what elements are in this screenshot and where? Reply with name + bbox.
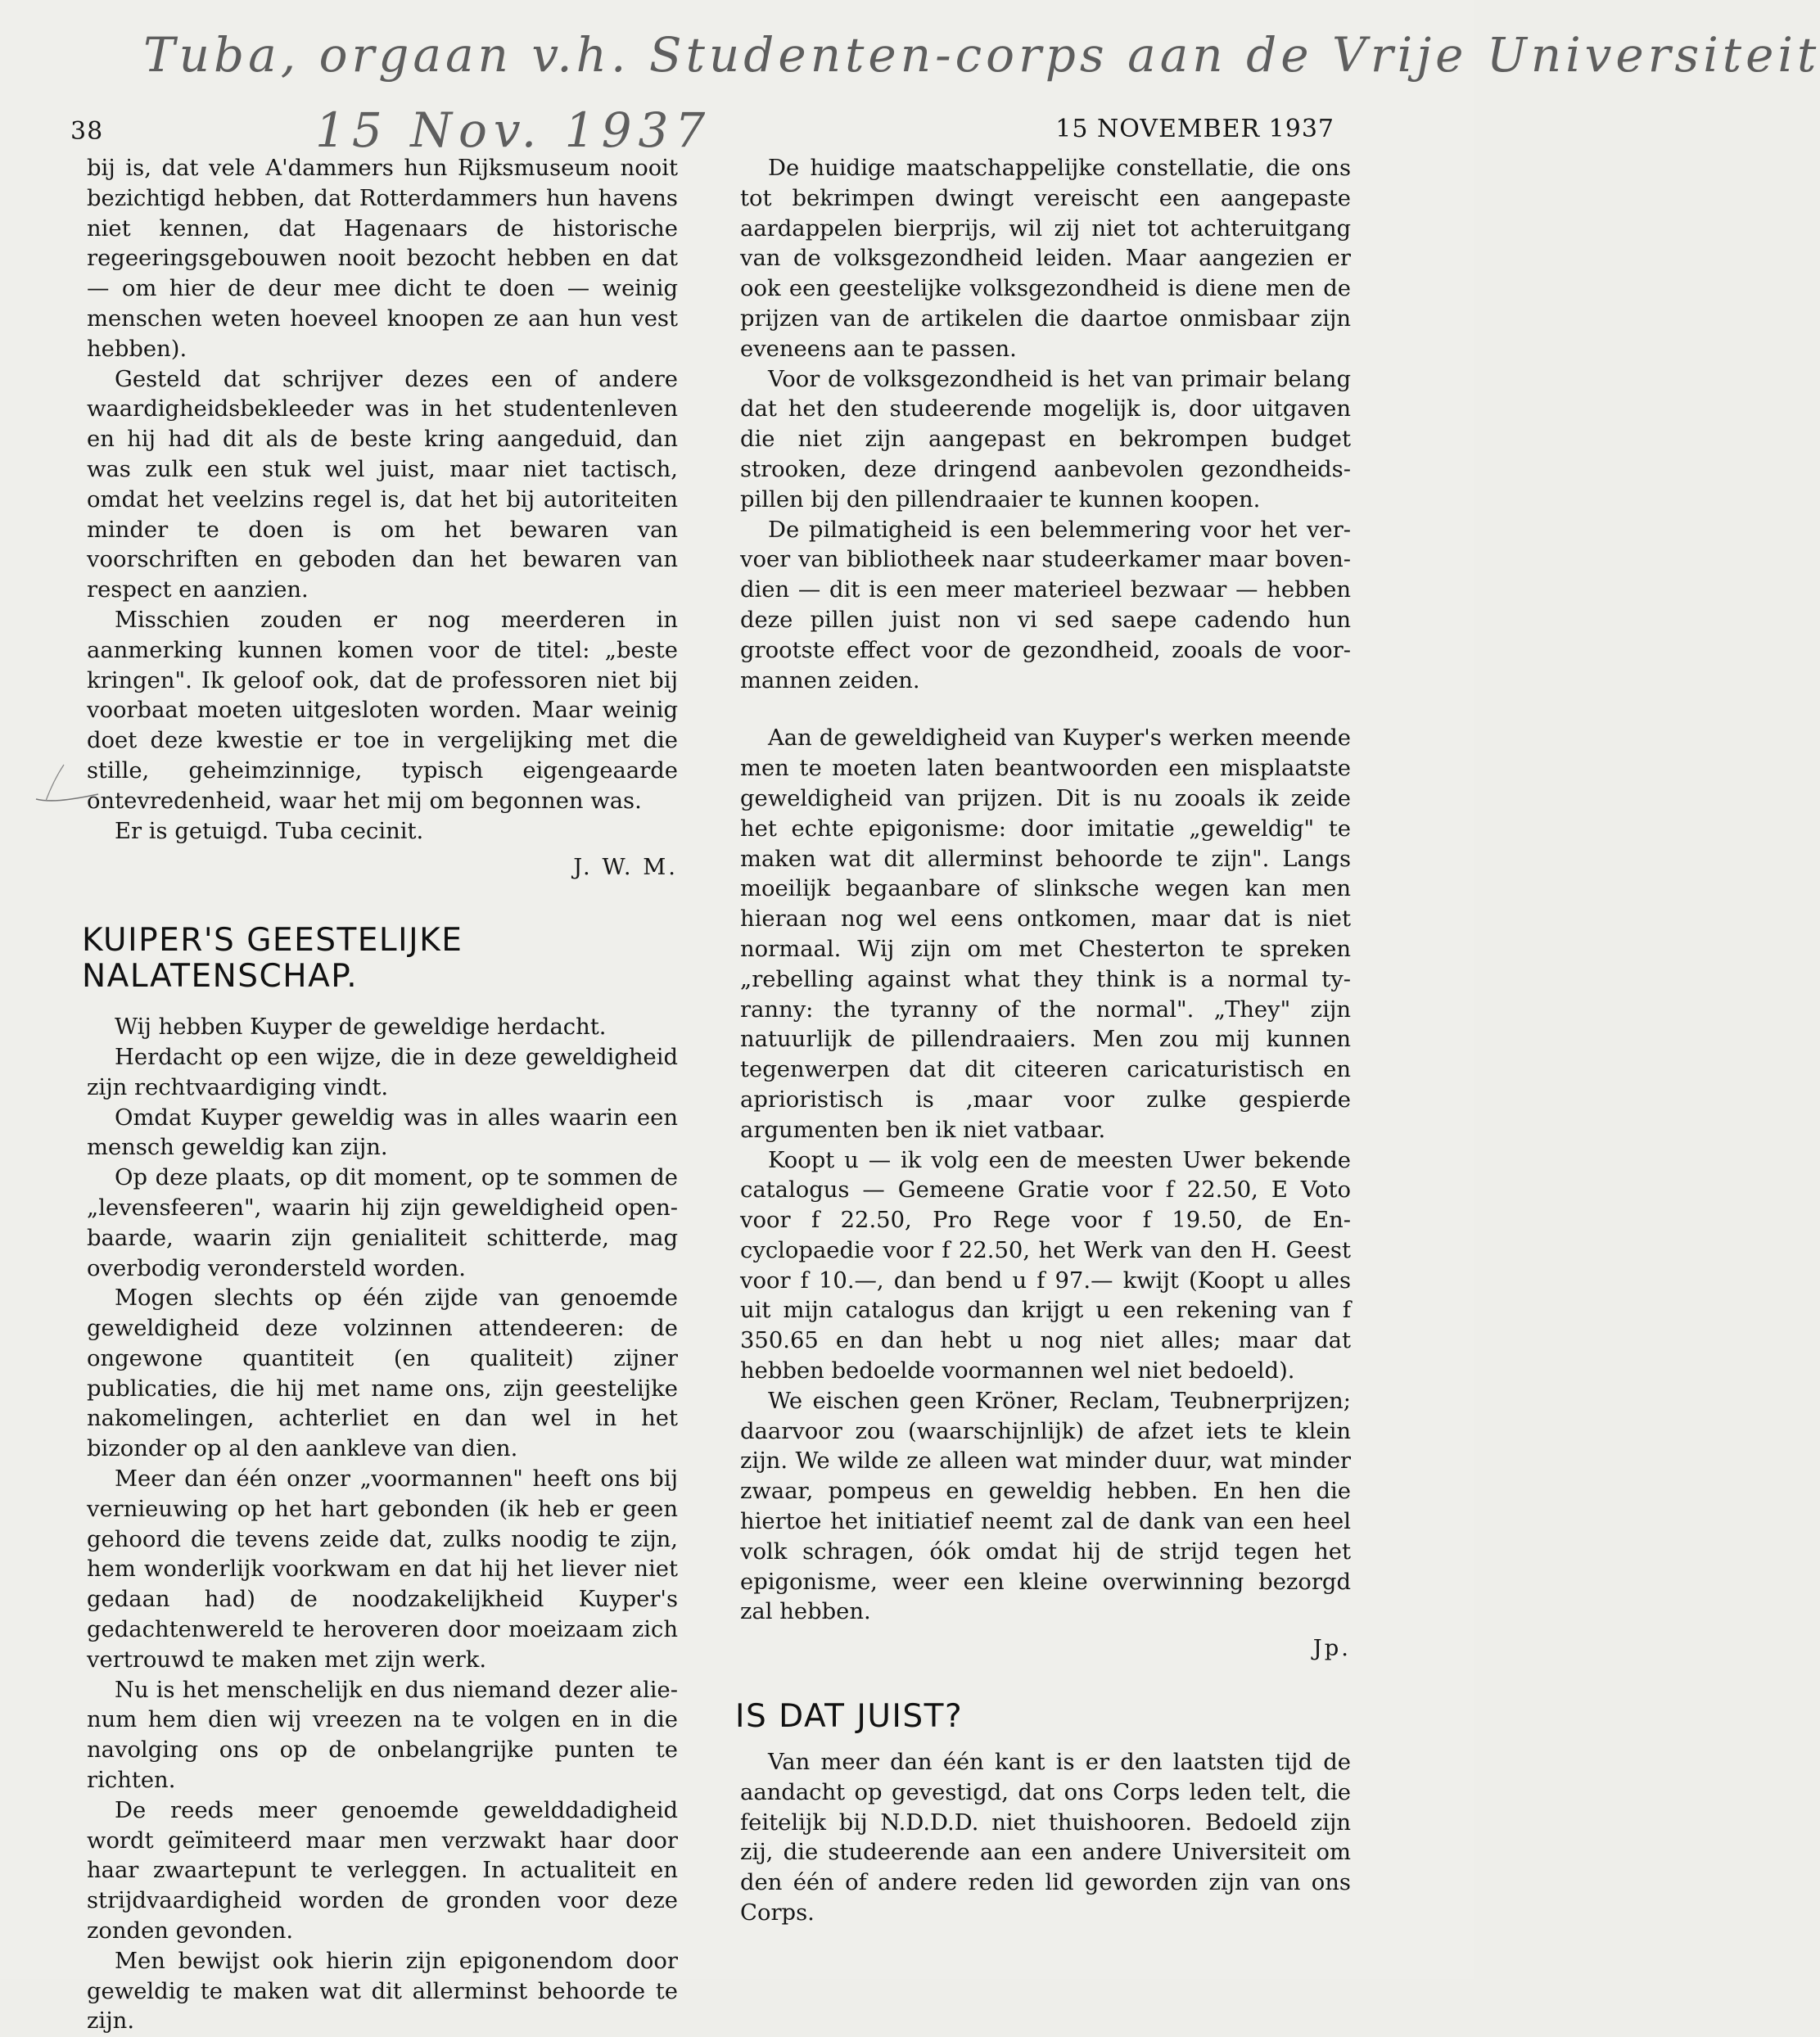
handwritten-line-1: Tuba, orgaan v.h. Studenten-corps aan de Vrije Universiteit <box>143 27 1820 83</box>
left-column <box>82 154 678 2037</box>
paragraph: Men bewijst ook hierin zijn epigonendom door geweldig te maken wat dit allerminst behoorde te zijn. <box>87 1948 678 2035</box>
running-header-date: 15 NOVEMBER 1937 <box>1055 115 1335 143</box>
paragraph: Mogen slechts op één zijde van genoemde geweldigheid deze volzinnen attendeeren: de ongewone quantiteit (en qualiteit) zijner publicaties, die hij met name ons, zijn geestelijke nakomelingen, achterliet en dan wel in het bizonder op al den aankleve van dien. <box>87 1285 678 1462</box>
paragraph: bij is, dat vele A'dammers hun Rijksmuseum nooit bezichtigd hebben, dat Rotterdammers hun havens niet kennen, dat Hagenaars de historische regeeringsgebouwen nooit bezocht hebben en dat — om hier de deur mee dicht te doen — weinig menschen weten hoeveel knoopen ze aan hun vest hebben). <box>87 156 678 362</box>
right-column <box>735 154 1351 1929</box>
paragraph: Nu is het menschelijk en dus niemand dezer alienum hem dien wij vreezen na te volgen en in die navolging ons op de onbelangrijke punten te richten. <box>87 1677 678 1794</box>
author-signature: Jp. <box>1312 1636 1351 1662</box>
paragraph: Wij hebben Kuyper de geweldige herdacht. <box>115 1014 607 1041</box>
paragraph: Van meer dan één kant is er den laatsten tijd de aandacht op gevestigd, dat ons Corps leden telt, die feitelijk bij N.D.D.D. niet thuishooren. Bedoeld zijn zij, die studeerende aan een andere Universiteit om den één of andere reden lid geworden zijn van ons Corps. <box>740 1750 1351 1926</box>
paragraph: Omdat Kuyper geweldig was in alles waarin een mensch geweldig kan zijn. <box>87 1104 678 1161</box>
paragraph: Op deze plaats, op dit moment, op te sommen de „levensfeeren", waarin hij zijn geweldigheid openbaarde, waarin zijn genialiteit schitterde, mag overbodig verondersteld worden. <box>87 1165 678 1281</box>
paragraph: Misschien zouden er nog meerderen in aanmerking kunnen komen voor de titel: „beste kringen". Ik geloof ook, dat de professoren niet bij voorbaat moeten uitgesloten worden. Maar weinig doet deze kwestie er toe in vergelijking met die stille, geheimzinnige, typisch eigengeaarde ontevredenheid, waar het mij om begonnen was. <box>87 607 678 814</box>
paragraph: We eischen geen Kröner, Reclam, Teubnerprijzen; daarvoor zou (waarschijnlijk) de afzet iets te klein zijn. We wilde ze alleen wat minder duur, wat minder zwaar, pompeus en geweldig hebben. En hen die hiertoe het initiatief neemt zal de dank van een heel volk schragen, óók omdat hij de strijd tegen het epigonisme, weer een kleine overwinning bezorgd zal hebben. <box>740 1388 1351 1625</box>
article-heading: KUIPER'S GEESTELIJKE NALATENSCHAP. <box>82 922 463 996</box>
article-heading: IS DAT JUIST? <box>735 1698 964 1736</box>
paragraph: Koopt u — ik volg een de meesten Uwer bekende catalogus — Gemeene Gratie voor f 22.50, E Voto voor f 22.50, Pro Rege voor f 19.50, de Encyclopaedie voor f 22.50, het Werk van den H. Geest voor f 10.—, dan bend u f 97.— kwijt (Koopt u alles uit mijn catalogus dan krijgt u een rekening van f 350.65 en dan hebt u nog niet alles; maar dat hebben bedoelde voormannen wel niet bedoeld). <box>740 1147 1351 1384</box>
page-number: 38 <box>70 117 104 146</box>
paragraph: Meer dan één onzer „voormannen" heeft ons bij vernieuwing op het hart gebonden (ik heb er geen gehoord die tevens zeide dat, zulks noodig te zijn, hem wonderlijk voorkwam en dat hij het liever niet gedaan had) de noodzakelijkheid Kuyper's gedachtenwereld te heroveren door moeizaam zich vertrouwd te maken met zijn werk. <box>87 1466 678 1673</box>
paragraph: Gesteld dat schrijver dezes een of andere waardigheidsbekleeder was in het studentenleven en hij had dit als de beste kring aangeduid, dan was zulk een stuk wel juist, maar niet tactisch, omdat het veelzins regel is, dat het bij autoriteiten minder te doen is om het bewaren van voorschriften en geboden dan het bewaren van respect en aanzien. <box>87 366 678 603</box>
handwritten-line-2: 15 Nov. 1937 <box>315 102 712 158</box>
paragraph: Aan de geweldigheid van Kuyper's werken meende men te moeten laten beantwoorden een misplaatste geweldigheid van prijzen. Dit is nu zooals ik zeide het echte epigonisme: door imitatie „geweldig" te maken wat dit allerminst behoorde te zijn". Langs moeilijk begaanbare of slinksche wegen kan men hieraan nog wel eens ontkomen, maar dat is niet normaal. Wij zijn om met Chesterton te spreken „rebelling against what they think is a normal tyranny: the tyranny of the normal". „They" zijn natuurlijk de pillendraaiers. Men zou mij kunnen tegenwerpen dat dit citeeren caricaturistisch en aprioristisch is ,maar voor zulke gespierde argumenten ben ik niet vatbaar. <box>740 725 1351 1143</box>
paragraph: Voor de volksgezondheid is het van primair belang dat het den studeerende mogelijk is, door uitgaven die niet zijn aangepast en bekrompen budget strooken, deze dringend aanbevolen gezondheidspillen bij den pillendraaier te kunnen koopen. <box>740 366 1351 513</box>
paragraph: De pilmatigheid is een belemmering voor het vervoer van bibliotheek naar studeerkamer maar bovendien — dit is een meer materieel bezwaar — hebben deze pillen juist non vi sed saepe cadendo hun grootste effect voor de gezondheid, zooals de voormannen zeiden. <box>740 517 1351 693</box>
paragraph: De huidige maatschappelijke constellatie, die ons tot bekrimpen dwingt vereischt een aangepaste aardappelen bierprijs, wil zij niet tot achteruitgang van de volksgezondheid leiden. Maar aangezien er ook een geestelijke volksgezondheid is diene men de prijzen van de artikelen die daartoe onmisbaar zijn eveneens aan te passen. <box>740 156 1351 362</box>
paragraph: Er is getuigd. Tuba cecinit. <box>115 818 424 844</box>
paragraph: De reeds meer genoemde gewelddadigheid wordt geïmiteerd maar men verzwakt haar door haar zwaartepunt te verleggen. In actualiteit en strijdvaardigheid worden de gronden voor deze zonden gevonden. <box>87 1797 678 1944</box>
author-signature: J. W. M. <box>573 855 678 881</box>
paragraph: Herdacht op een wijze, die in deze geweldigheid zijn rechtvaardiging vindt. <box>87 1044 678 1100</box>
